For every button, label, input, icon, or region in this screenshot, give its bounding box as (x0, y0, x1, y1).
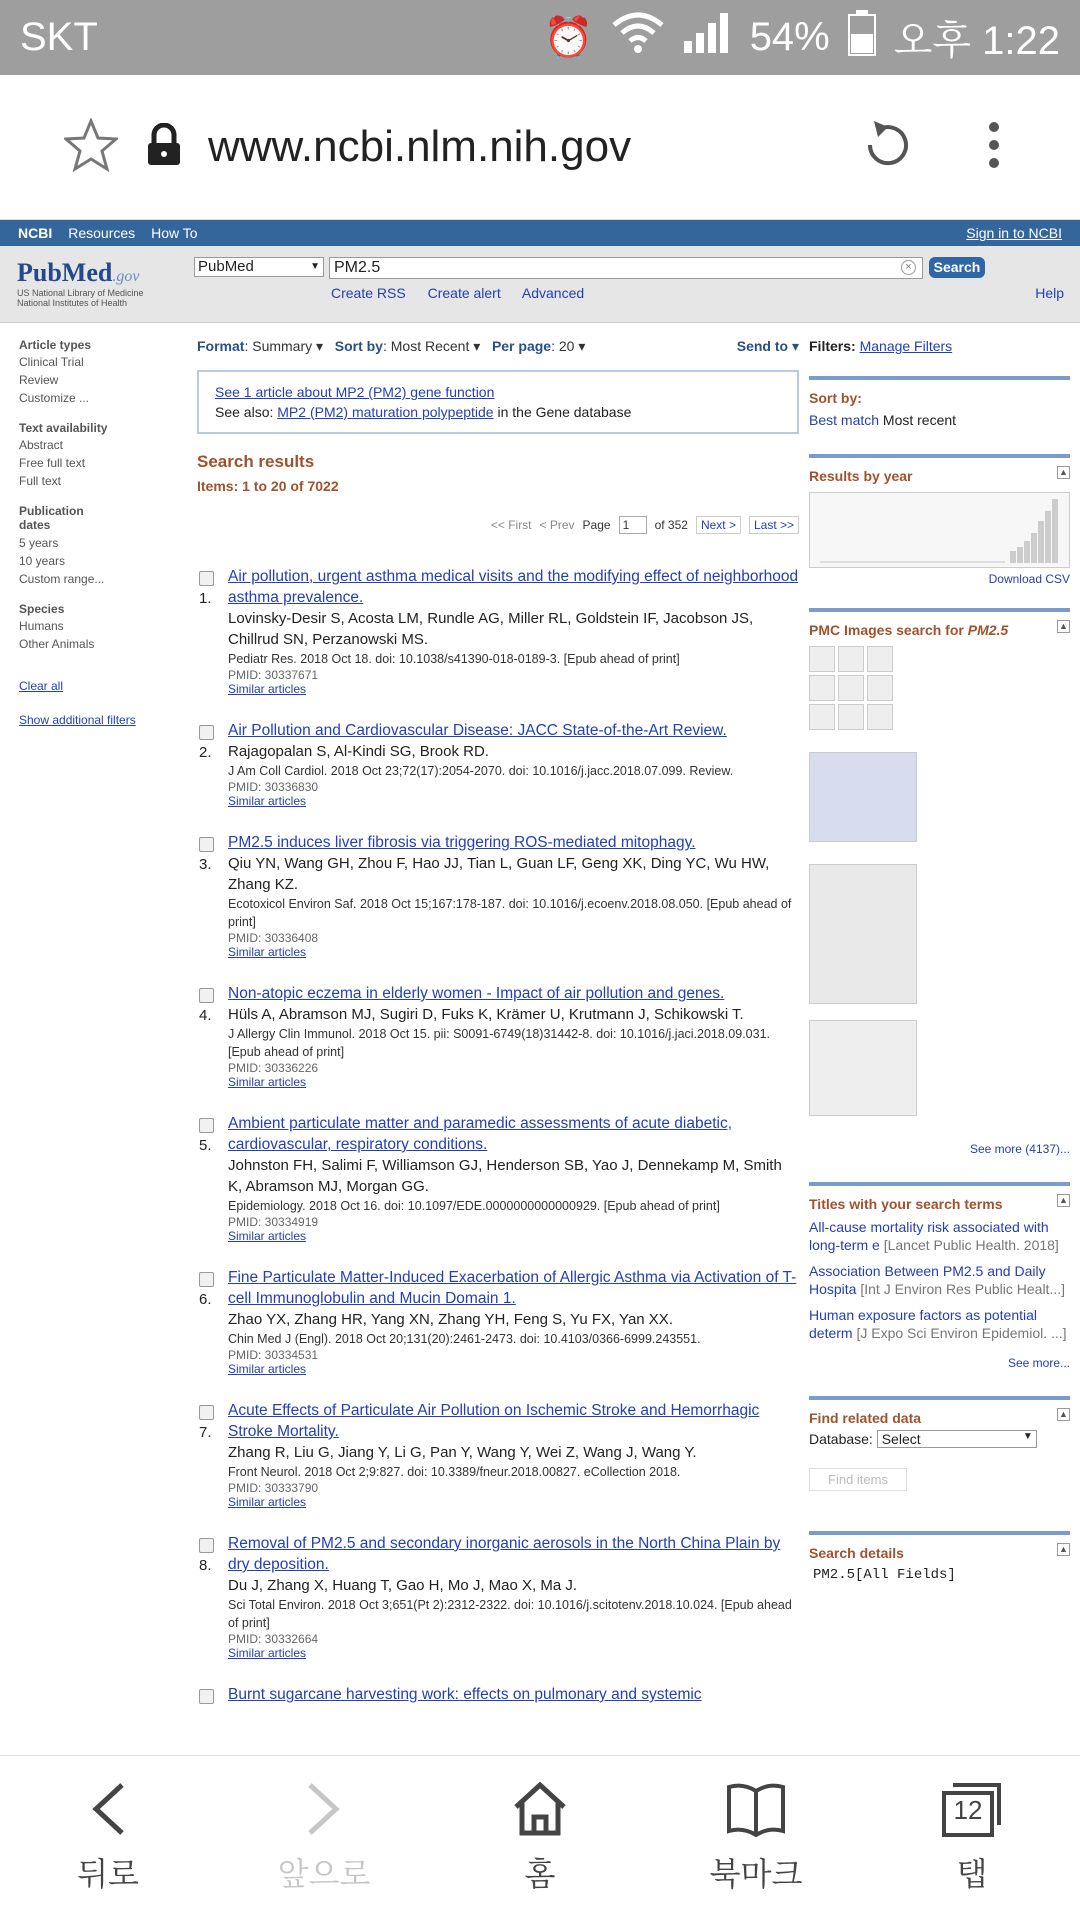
tab-count: 12 (953, 1795, 983, 1825)
title-source: [Lancet Public Health. 2018] (879, 1237, 1059, 1253)
titles-heading: Titles with your search terms (809, 1196, 1003, 1212)
search-results-heading: Search results (197, 452, 315, 471)
most-recent-option: Most recent (882, 412, 957, 428)
filter-item[interactable]: Full text (19, 474, 62, 488)
collapse-toggle-icon[interactable]: ▲ (1057, 1543, 1070, 1556)
result-number: 1. (199, 590, 212, 607)
see-also-tail: in the Gene database (493, 404, 632, 420)
clock: 오후 1:22 (893, 19, 1060, 63)
pmc-label: PMC Images search for (809, 622, 968, 638)
bookmark-button[interactable] (648, 1756, 864, 1920)
result-number: 7. (199, 1424, 212, 1441)
result-authors: Rajagopalan S, Al-Kindi SG, Brook RD. (228, 743, 489, 760)
result-authors: Zhao YX, Zhang HR, Yang XN, Zhang YH, Feng S, Yu FX, Yan XX. (228, 1311, 673, 1328)
logo-name: PubMed (17, 258, 113, 287)
signal-icon (682, 11, 732, 65)
result-number: 5. (199, 1137, 212, 1154)
bookmark-label: 북마크 (709, 1856, 803, 1892)
collapse-toggle-icon[interactable]: ▲ (1057, 1408, 1070, 1421)
pmc-image-2[interactable] (809, 752, 917, 842)
result-journal: Chin Med J (Engl). 2018 Oct 20;131(20):2461-2473. doi: 10.4103/0366-6999.243551. (228, 1332, 701, 1346)
reload-icon[interactable] (860, 117, 916, 178)
sort-by-heading: Sort by: (809, 390, 862, 406)
page-label: Page (582, 518, 611, 532)
result-pmid: PMID: 30334919 (228, 1215, 319, 1229)
publication-dates-heading (19, 504, 179, 532)
filter-item[interactable]: Review (19, 373, 59, 387)
result-authors: Hüls A, Abramson MJ, Sugiri D, Fuks K, Krämer U, Krutmann J, Schikowski T. (228, 1006, 744, 1023)
pmc-image-3[interactable] (809, 864, 917, 1004)
title-source: [Int J Environ Res Public Healt...] (856, 1281, 1065, 1297)
result-title-link[interactable]: Fine Particulate Matter-Induced Exacerbation of Allergic Asthma via Activation of T-cell Immunoglobulin and Mucin Domain 1. (228, 1269, 797, 1307)
see-also-label: See also: (215, 404, 278, 420)
titles-section (809, 1182, 1070, 1370)
related-database-value: Select (881, 1431, 921, 1447)
pmc-images-section (809, 608, 1070, 1156)
collapse-toggle-icon[interactable]: ▲ (1057, 620, 1070, 633)
logo-sub1: US National Library of Medicine (17, 288, 144, 298)
collapse-toggle-icon[interactable]: ▲ (1057, 1194, 1070, 1207)
result-checkbox[interactable] (199, 837, 214, 852)
results-list (197, 566, 799, 1729)
help-link[interactable]: Help (1035, 285, 1064, 301)
more-menu-icon[interactable] (988, 121, 1000, 174)
result-authors: Qiu YN, Wang GH, Zhou F, Hao JJ, Tian L, Guan LF, Geng XK, Ding YC, Wu HW, Zhang KZ. (228, 855, 770, 893)
result-item (197, 1400, 799, 1509)
result-checkbox[interactable] (199, 725, 214, 740)
last-page-button[interactable]: Last >> (749, 516, 799, 534)
result-authors: Du J, Zhang X, Huang T, Gao H, Mo J, Mao X, Ma J. (228, 1577, 578, 1594)
title-link[interactable]: All-cause mortality risk associated with long-term e (809, 1219, 1049, 1253)
pager (491, 516, 799, 534)
search-button[interactable]: Search (929, 257, 985, 278)
database-value: PubMed (198, 258, 254, 275)
year-bars (810, 493, 1069, 567)
result-title-link[interactable]: Air pollution, urgent asthma medical visits and the modifying effect of neighborhood asthma prevalence. (228, 568, 799, 606)
search-input[interactable] (329, 257, 923, 279)
result-item (197, 720, 799, 808)
browser-bottom-nav (0, 1755, 1080, 1920)
related-database-select[interactable] (877, 1430, 1037, 1448)
result-title-link[interactable]: Acute Effects of Particulate Air Pollution on Ischemic Stroke and Hemorrhagic Stroke Mortality. (228, 1402, 760, 1440)
status-bar (0, 0, 1080, 75)
back-button[interactable] (0, 1756, 216, 1920)
manage-filters-link[interactable]: Manage Filters (859, 338, 953, 354)
pubdates-line1: Publication (19, 504, 84, 518)
filter-item[interactable]: Customize ... (19, 391, 90, 405)
gene-polypeptide-link[interactable]: MP2 (PM2) maturation polypeptide (277, 404, 494, 420)
perpage-value[interactable]: 20 (558, 338, 575, 354)
search-details-query: PM2.5[All Fields] (813, 1567, 956, 1583)
result-title-link[interactable]: Ambient particulate matter and paramedic assessments of acute diabetic, cardiovascular, respiratory conditions. (228, 1115, 733, 1153)
result-title-link[interactable]: Non-atopic eczema in elderly women - Impact of air pollution and genes. (228, 985, 725, 1002)
filter-item[interactable]: Clinical Trial (19, 355, 84, 369)
filter-item[interactable]: 5 years (19, 536, 59, 550)
best-match-link[interactable]: Best match (809, 412, 880, 428)
alarm-icon: ⏰ (543, 16, 594, 60)
similar-articles-link[interactable]: Similar articles (228, 945, 307, 959)
see-more-titles-link[interactable]: See more... (1007, 1356, 1070, 1370)
perpage-label: Per page (491, 338, 552, 354)
format-value[interactable]: Summary (252, 338, 313, 354)
address-bar (0, 75, 1080, 220)
result-item (197, 1267, 799, 1376)
download-csv-link[interactable]: Download CSV (988, 572, 1070, 586)
pmc-thumbs-1[interactable] (809, 646, 1070, 730)
similar-articles-link[interactable]: Similar articles (228, 1075, 307, 1089)
result-number: 2. (199, 744, 212, 761)
filter-item[interactable]: Free full text (19, 456, 86, 470)
ncbi-logo[interactable]: NCBI (18, 225, 53, 241)
result-item (197, 566, 799, 696)
similar-articles-link[interactable]: Similar articles (228, 794, 307, 808)
tabs-icon (941, 1781, 1003, 1837)
result-pmid: PMID: 30334531 (228, 1348, 319, 1362)
filter-item[interactable]: Custom range... (19, 572, 105, 586)
results-by-year-section (809, 454, 1070, 586)
next-page-button[interactable]: Next > (696, 516, 741, 534)
create-rss-link[interactable]: Create RSS (331, 285, 406, 301)
carrier: SKT (20, 15, 98, 59)
pmc-query: PM2.5 (967, 622, 1009, 638)
back-label: 뒤로 (77, 1856, 139, 1892)
result-journal: Epidemiology. 2018 Oct 16. doi: 10.1097/EDE.0000000000000929. [Epub ahead of print] (228, 1199, 720, 1213)
pmc-heading (809, 622, 1070, 638)
ncbi-bar (0, 220, 1080, 246)
title-source: [J Expo Sci Environ Epidemiol. ...] (852, 1325, 1067, 1341)
result-journal: Front Neurol. 2018 Oct 2;9:827. doi: 10.3389/fneur.2018.00827. eCollection 2018. (228, 1465, 681, 1479)
left-filter-nav (19, 338, 179, 731)
sign-in-link[interactable]: Sign in to NCBI (966, 225, 1062, 241)
result-checkbox[interactable] (199, 1689, 214, 1704)
title-link[interactable]: Association Between PM2.5 and Daily Hospita (809, 1263, 1046, 1297)
find-related-heading: Find related data (809, 1410, 922, 1426)
result-item (197, 983, 799, 1089)
find-items-button[interactable]: Find items (809, 1468, 907, 1491)
page-input[interactable]: 1 (619, 516, 647, 534)
display-settings[interactable]: Format: Summary ▾ Sort by: Most Recent ▾ Per page: 20 ▾ Send to ▾ (197, 338, 799, 354)
results-main (197, 338, 799, 1703)
result-authors: Johnston FH, Salimi F, Williamson GJ, Henderson SB, Yao J, Dennekamp M, Smith K, Abramson MJ, Morgan GG. (228, 1157, 782, 1195)
right-column (809, 338, 1070, 1583)
home-button[interactable] (432, 1756, 648, 1920)
result-title-link[interactable]: Air Pollution and Cardiovascular Disease: JACC State-of-the-Art Review. (228, 722, 727, 739)
database-label: Database: (809, 1431, 873, 1447)
search-details-heading: Search details (809, 1545, 904, 1561)
gene-function-link[interactable]: See 1 article about MP2 (PM2) gene function (215, 384, 495, 400)
result-journal: J Am Coll Cardiol. 2018 Oct 23;72(17):2054-2070. doi: 10.1016/j.jacc.2018.07.099. Review. (228, 764, 734, 778)
result-item (197, 832, 799, 959)
web-page (0, 220, 1080, 1755)
tabs-label: 탭 (956, 1856, 988, 1892)
gene-message-box (197, 370, 799, 434)
wifi-icon (612, 11, 664, 65)
pmc-image-4[interactable] (809, 1020, 917, 1116)
battery-icon (848, 10, 876, 66)
search-bar (0, 246, 1080, 323)
filter-item[interactable]: Abstract (19, 438, 64, 452)
result-pmid: PMID: 30333790 (228, 1481, 319, 1495)
home-label: 홈 (524, 1856, 556, 1892)
result-checkbox[interactable] (199, 988, 214, 1003)
url-text[interactable]: www.ncbi.nlm.nih.gov (208, 122, 632, 171)
dropdown-arrow-icon: ▼ (1022, 1431, 1033, 1442)
article-types-heading: Article types (19, 338, 92, 352)
send-to-label: Send to (736, 338, 789, 354)
see-more-images-link[interactable]: See more (4137)... (969, 1142, 1070, 1156)
result-number: 3. (199, 856, 212, 873)
star-icon[interactable] (64, 118, 118, 177)
result-item (197, 1684, 799, 1705)
result-item (197, 1533, 799, 1660)
create-alert-link[interactable]: Create alert (427, 285, 501, 301)
send-to-menu[interactable]: Send to ▾ (736, 338, 799, 354)
result-title-link[interactable]: PM2.5 induces liver fibrosis via triggering ROS-mediated mitophagy. (228, 834, 696, 851)
sort-value[interactable]: Most Recent (390, 338, 470, 354)
pubdates-line2: dates (19, 518, 51, 532)
similar-articles-link[interactable]: Similar articles (228, 682, 307, 696)
dropdown-arrow-icon: ▼ (310, 261, 320, 272)
page-of: of 352 (654, 518, 688, 532)
collapse-toggle-icon[interactable]: ▲ (1057, 466, 1070, 479)
forward-label: 앞으로 (277, 1856, 371, 1892)
filter-item[interactable]: 10 years (19, 554, 66, 568)
sort-by-section (809, 376, 1070, 428)
result-checkbox[interactable] (199, 1405, 214, 1420)
result-item (197, 1113, 799, 1243)
battery-level: 54% (749, 15, 830, 59)
sort-label: Sort by (334, 338, 383, 354)
results-by-year-heading: Results by year (809, 468, 913, 484)
logo-gov: .gov (112, 268, 140, 285)
resources-menu[interactable]: Resources (68, 225, 136, 241)
result-journal: J Allergy Clin Immunol. 2018 Oct 15. pii: S0091-6749(18)31442-8. doi: 10.1016/j.jaci.2018.09.031. [Epub ahead of print] (228, 1027, 771, 1059)
search-query: PM2.5 (334, 259, 381, 276)
home-icon (512, 1781, 568, 1837)
similar-articles-link[interactable]: Similar articles (228, 1646, 307, 1660)
result-checkbox[interactable] (199, 1272, 214, 1287)
filter-item[interactable]: Humans (19, 619, 64, 633)
result-pmid: PMID: 30336226 (228, 1061, 319, 1075)
text-availability-heading: Text availability (19, 421, 108, 435)
result-authors: Zhang R, Liu G, Jiang Y, Li G, Pan Y, Wang Y, Wei Z, Wang J, Wang Y. (228, 1444, 697, 1461)
result-pmid: PMID: 30336408 (228, 931, 319, 945)
advanced-link[interactable]: Advanced (521, 285, 585, 301)
result-pmid: PMID: 30336830 (228, 780, 319, 794)
search-sublinks (331, 285, 602, 301)
species-heading: Species (19, 602, 65, 616)
lock-icon (146, 123, 182, 172)
result-number: 6. (199, 1291, 212, 1308)
result-journal: Sci Total Environ. 2018 Oct 3;651(Pt 2):2312-2322. doi: 10.1016/j.scitotenv.2018.10.024. [Epub ahead of print] (228, 1598, 792, 1630)
find-related-section (809, 1396, 1070, 1491)
forward-button[interactable] (216, 1756, 432, 1920)
result-authors: Lovinsky-Desir S, Acosta LM, Rundle AG, Miller RL, Goldstein IF, Jacobson JS, Chillrud SN, Perzanowski MS. (228, 610, 754, 648)
result-pmid: PMID: 30332664 (228, 1632, 319, 1646)
filters-label: Filters: (809, 338, 860, 354)
result-checkbox[interactable] (199, 1538, 214, 1553)
prev-page-link: < Prev (539, 518, 575, 532)
result-checkbox[interactable] (199, 1118, 214, 1133)
pubmed-logo[interactable] (17, 258, 177, 308)
search-details-section (809, 1531, 1070, 1583)
show-additional-filters-link[interactable]: Show additional filters (19, 713, 136, 727)
clear-icon[interactable]: × (901, 260, 916, 275)
result-title-link[interactable]: Burnt sugarcane harvesting work: effects on pulmonary and systemic (228, 1686, 702, 1703)
result-journal: Ecotoxicol Environ Saf. 2018 Oct 15;167:178-187. doi: 10.1016/j.ecoenv.2018.08.050. [Epub ahead of print] (228, 897, 792, 929)
result-number: 4. (199, 1007, 212, 1024)
format-label: Format (197, 338, 245, 354)
first-page-link: << First (490, 518, 532, 532)
bookmark-book-icon (725, 1781, 787, 1837)
forward-arrow-icon (304, 1781, 344, 1837)
filters-row (809, 338, 1070, 354)
similar-articles-link[interactable]: Similar articles (228, 1362, 307, 1376)
clear-all-link[interactable]: Clear all (19, 679, 64, 693)
filter-item[interactable]: Other Animals (19, 637, 95, 651)
title-link[interactable]: Human exposure factors as potential determ (809, 1307, 1038, 1341)
result-pmid: PMID: 30337671 (228, 668, 319, 682)
howto-menu[interactable]: How To (151, 225, 198, 241)
result-title-link[interactable]: Removal of PM2.5 and secondary inorganic aerosols in the North China Plain by dry deposition. (228, 1535, 781, 1573)
logo-sub2: National Institutes of Health (17, 298, 128, 308)
similar-articles-link[interactable]: Similar articles (228, 1229, 307, 1243)
back-arrow-icon (88, 1781, 128, 1837)
year-chart[interactable] (809, 492, 1070, 568)
result-journal: Pediatr Res. 2018 Oct 18. doi: 10.1038/s41390-018-0189-3. [Epub ahead of print] (228, 652, 680, 666)
tabs-button[interactable] (864, 1756, 1080, 1920)
result-checkbox[interactable] (199, 571, 214, 586)
similar-articles-link[interactable]: Similar articles (228, 1495, 307, 1509)
database-select[interactable] (194, 257, 324, 277)
items-count: Items: 1 to 20 of 7022 (197, 478, 339, 494)
result-number: 8. (199, 1557, 212, 1574)
